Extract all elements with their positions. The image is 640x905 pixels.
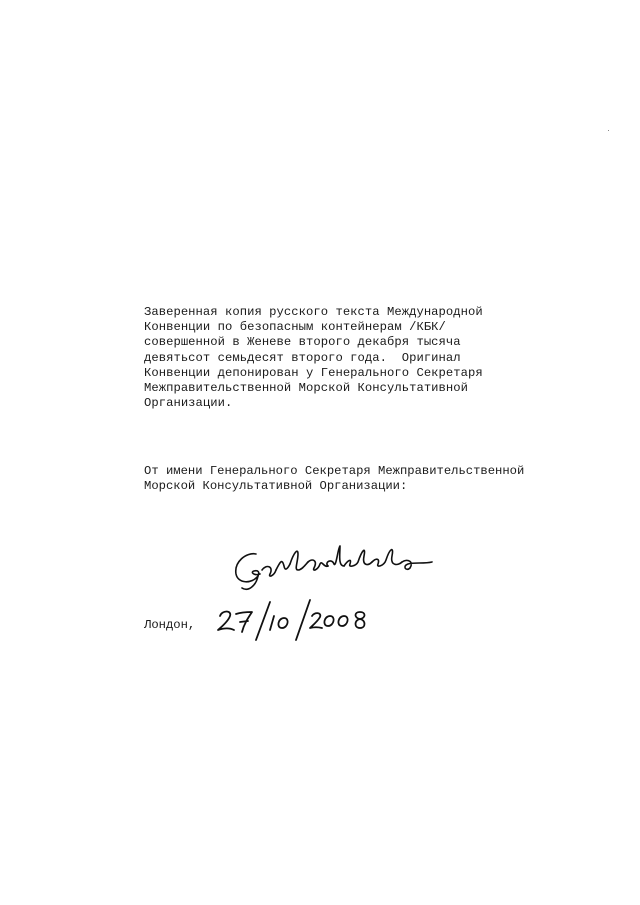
behalf-line: От имени Генерального Секретаря Межправительственной (144, 464, 525, 478)
certification-line: Конвенции по безопасным контейнерам /КБК/ (144, 320, 446, 335)
handwritten-date (214, 596, 374, 644)
on-behalf-paragraph (144, 464, 524, 494)
certification-line: Организации. (144, 396, 233, 411)
place-of-signing: Лондон, (144, 618, 196, 632)
behalf-line: Морской Консультативной Организации: (144, 479, 408, 494)
certification-line: совершенной в Женеве второго декабря тысяча (144, 335, 461, 350)
certification-line: девятьсот семьдесят второго года. Оригинал (144, 350, 461, 365)
certification-line: Межправительственной Морской Консультативной (144, 381, 469, 396)
certification-line: Заверенная копия русского текста Международной (144, 305, 483, 319)
handwritten-signature (228, 540, 458, 600)
scan-speck (608, 130, 609, 131)
certification-line: Конвенции депонирован у Генерального Секретаря (144, 365, 483, 380)
certification-paragraph (144, 305, 483, 411)
